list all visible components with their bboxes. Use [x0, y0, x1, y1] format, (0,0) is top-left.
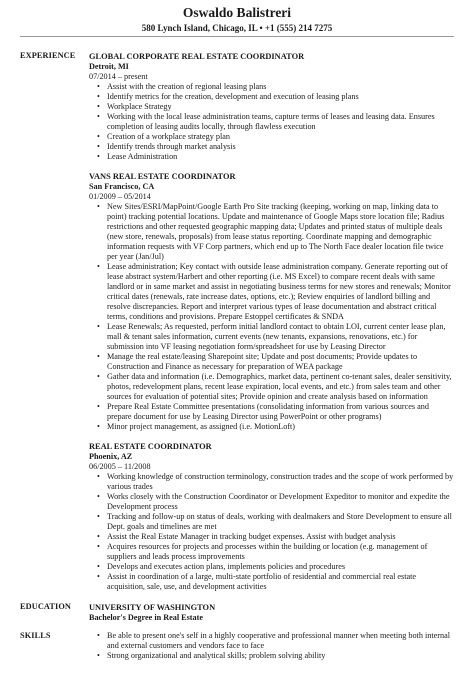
skills-list — [89, 631, 454, 661]
job-bullet: • Manage the real estate/leasing Sharepoint site; Update and post documents; Provide updates to Construction and Finance as necessary for preparation of WEA package — [97, 352, 454, 372]
job-bullet: • Lease Renewals; As requested, perform initial landlord contact to obtain LOI, current center lease plan, mall & tenant sales information, current events (new tenants, expansions, renovations, etc.) for submission into VF leasing negotiation form/spreadsheet for use by Leasing Director — [97, 322, 454, 352]
skills-label: SKILLS — [20, 631, 51, 640]
job-bullet: • Lease administration; Key contact with outside lease administration company. Generate reporting out of lease abstract system/Harbert and other reporting (i.e. MS Excel) to compare recent deals with same landlord or in same market and assist in negotiating business terms for new stores and renewals; Monitor critical dates (renewals, rate increase dates, options, etc.); Review enquiries of landlord billing and resolve discrepancies. Report and interpret various types of lease documentation and abstract critical terms, conditions and provisions. Prepare Estoppel certificates & SNDA — [97, 262, 454, 322]
job-bullets — [89, 472, 454, 592]
job-bullet: • Working with the local lease administration teams, capture terms of leases and leasing data. Ensures completion of leasing audits locally, through flawless execution — [97, 112, 454, 132]
job-bullet: • Working knowledge of construction terminology, construction trades and the scope of work performed by various trades — [97, 472, 454, 492]
job-bullet: • Lease Administration — [97, 152, 454, 162]
job-bullet: • Assist the Real Estate Manager in tracking budget expenses. Assist with budget analysis — [97, 532, 454, 542]
resume-header — [0, 0, 474, 34]
job-bullet: • Assist in coordination of a large, multi-state portfolio of residential and commercial real estate acquisition, sale, use, and development activities — [97, 572, 454, 592]
header-divider — [20, 36, 454, 37]
job-bullet: • Develops and executes action plans, implements policies and procedures — [97, 562, 454, 572]
job-title: GLOBAL CORPORATE REAL ESTATE COORDINATOR — [89, 52, 305, 61]
candidate-name: Oswaldo Balistreri — [182, 5, 292, 20]
job-dates: 07/2014 – present — [89, 72, 148, 81]
skill-item: • Be able to present one's self in a highly cooperative and professional manner when meeting both internal and external customers and vendors face to face — [97, 631, 454, 651]
job-bullet: • Assist with the creation of regional leasing plans — [97, 82, 454, 92]
job-dates: 06/2005 – 11/2008 — [89, 462, 151, 471]
contact-line: 580 Lynch Island, Chicago, IL • +1 (555) 214 7275 — [141, 23, 333, 33]
job-entry — [89, 171, 454, 432]
job-title: REAL ESTATE COORDINATOR — [89, 442, 212, 451]
job-bullet: • Workplace Strategy — [97, 102, 454, 112]
job-location: San Francisco, CA — [89, 182, 155, 191]
job-bullet: • Works closely with the Construction Coordinator or Development Expeditor to monitor and expedite the Development process — [97, 492, 454, 512]
job-title: VANS REAL ESTATE COORDINATOR — [89, 172, 236, 181]
job-dates: 01/2009 – 05/2014 — [89, 192, 151, 201]
experience-section — [0, 51, 474, 592]
job-location: Detroit, MI — [89, 62, 129, 71]
job-bullet: • Minor project management, as assigned (i.e. MotionLoft) — [97, 422, 454, 432]
job-bullet: • New Sites/ESRI/MapPoint/Google Earth Pro Site tracking (keeping, working on map, linking data to point) tracking potential locations. Update and maintenance of Google Maps store location file; Radius restrictions and other requested geographic mapping data; Updates and printed status of multiple deals (new store, renewals, proposals) from lease status reporting. Coordinate mapping and demographic information requests with VF Corp partners, which end up to The North Face dealer location file twice per year (Jan/Jul) — [97, 202, 454, 262]
job-bullets — [89, 202, 454, 432]
job-bullet: • Creation of a workplace strategy plan — [97, 132, 454, 142]
job-bullet: • Identify trends through market analysis — [97, 142, 454, 152]
school-name: UNIVERSITY OF WASHINGTON — [89, 603, 216, 612]
job-bullets — [89, 82, 454, 162]
skills-section — [0, 631, 474, 661]
job-bullet: • Gather data and information (i.e. Demographics, market data, pertinent co-tenant sales, dealer sensitivity, photos, redevelopment plans, recent lease expiration, local events, and etc.) from sales team and other sources for evaluation of potential sites; Provide opinion and create analysis based on information — [97, 372, 454, 402]
experience-label: EXPERIENCE — [20, 51, 76, 60]
job-entry — [89, 51, 454, 162]
job-bullet: • Acquires resources for projects and processes within the building or location (e.g. management of suppliers and leads process improvements — [97, 542, 454, 562]
job-location: Phoenix, AZ — [89, 452, 133, 461]
education-label: EDUCATION — [20, 602, 71, 611]
job-bullet: • Prepare Real Estate Committee presentations (consolidating information from various sources and prepare document for use by Leasing Director using PowerPoint or other programs) — [97, 402, 454, 422]
skill-item: • Strong organizational and analytical skills; problem solving ability — [97, 651, 454, 661]
job-bullet: • Identify metrics for the creation, development and execution of leasing plans — [97, 92, 454, 102]
degree: Bachelor's Degree in Real Estate — [89, 613, 203, 622]
job-entry — [89, 441, 454, 592]
job-bullet: • Tracking and follow-up on status of deals, working with dealmakers and Store Development to ensure all Dept. goals and timelines are met — [97, 512, 454, 532]
education-section — [0, 602, 474, 623]
